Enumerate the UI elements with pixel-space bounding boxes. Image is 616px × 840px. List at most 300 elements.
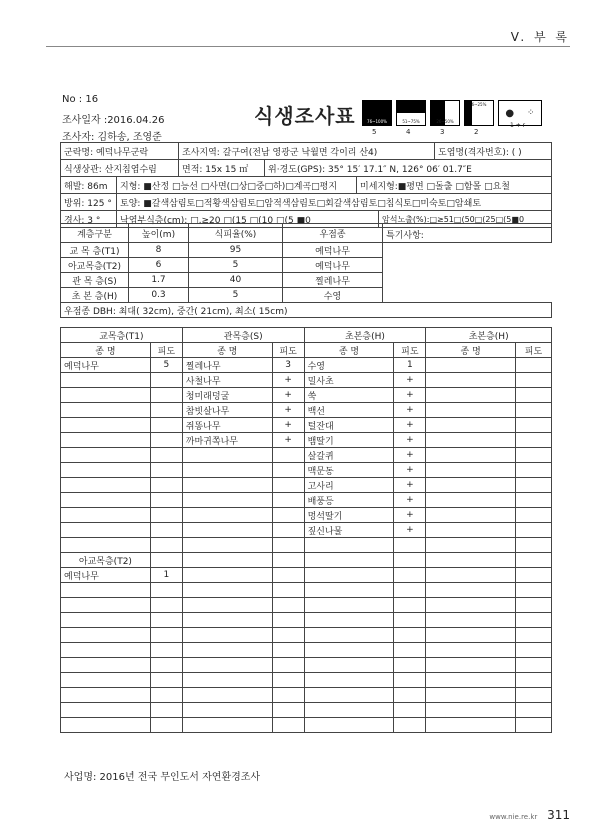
species-name: 찔레나무	[182, 358, 272, 373]
species-cover	[272, 538, 304, 553]
species-group-header: 초본층(H)	[426, 328, 552, 343]
species-name	[182, 688, 272, 703]
species-cover	[516, 388, 552, 403]
species-name	[61, 523, 151, 538]
species-cover	[272, 688, 304, 703]
species-cover	[150, 673, 182, 688]
species-name	[426, 433, 516, 448]
species-cover	[516, 598, 552, 613]
species-name	[182, 523, 272, 538]
species-name	[61, 493, 151, 508]
species-name	[426, 718, 516, 733]
altitude: 해발: 86m	[61, 177, 117, 193]
species-name	[182, 553, 272, 568]
species-name: 아교목층(T2)	[61, 553, 151, 568]
species-name	[182, 673, 272, 688]
species-cover	[516, 448, 552, 463]
layer-cell: 아교목층(T2)	[61, 258, 129, 273]
species-name	[182, 478, 272, 493]
site-url: www.nie.re.kr	[489, 813, 538, 821]
species-name: 멍석딸기	[304, 508, 394, 523]
species-name	[182, 448, 272, 463]
species-name	[61, 598, 151, 613]
section-header: V. 부 록	[510, 30, 570, 44]
species-cover	[150, 373, 182, 388]
species-name	[61, 388, 151, 403]
species-name: 예덕나무	[61, 358, 151, 373]
species-name	[426, 358, 516, 373]
species-col-header: 피도	[272, 343, 304, 358]
species-cover	[516, 418, 552, 433]
species-cover: +	[394, 373, 426, 388]
species-name	[182, 493, 272, 508]
species-cover	[516, 358, 552, 373]
plot-area: 면적: 15x 15 ㎡	[179, 160, 265, 176]
species-cover	[150, 703, 182, 718]
species-col-header: 피도	[516, 343, 552, 358]
layer-cell: 5	[189, 288, 283, 303]
species-name	[61, 478, 151, 493]
species-name	[61, 448, 151, 463]
species-cover	[516, 568, 552, 583]
species-cover	[394, 703, 426, 718]
species-cover: +	[272, 388, 304, 403]
species-cover	[150, 658, 182, 673]
species-cover	[150, 553, 182, 568]
layer-cell: 예덕나무	[283, 258, 383, 273]
species-name	[182, 628, 272, 643]
species-name	[182, 718, 272, 733]
terrain: 지형: ■산정 □능선 □사면(□상□중□하)□계곡□평지	[117, 177, 357, 193]
species-col-header: 종 명	[304, 343, 394, 358]
species-cover	[272, 508, 304, 523]
species-cover	[394, 568, 426, 583]
species-cover	[272, 598, 304, 613]
species-row	[61, 628, 552, 643]
species-row	[61, 418, 552, 433]
species-name	[304, 568, 394, 583]
page-title: 식생조사표	[254, 104, 356, 128]
layer-cell: 관 목 층(S)	[61, 273, 129, 288]
gps: 위·경도(GPS): 35° 15′ 17.1″ N, 126° 06′ 01.7″E	[268, 164, 472, 175]
species-cover	[394, 553, 426, 568]
species-name	[61, 688, 151, 703]
species-name	[61, 703, 151, 718]
species-name	[426, 583, 516, 598]
species-row	[61, 523, 552, 538]
species-cover	[516, 433, 552, 448]
layer-cell: 6	[129, 258, 189, 273]
species-name	[304, 613, 394, 628]
species-name	[61, 628, 151, 643]
remarks: 특기사항:	[383, 224, 552, 243]
species-name	[182, 703, 272, 718]
species-cover	[516, 553, 552, 568]
layer-cell: 40	[189, 273, 283, 288]
species-name	[304, 703, 394, 718]
species-cover	[516, 643, 552, 658]
species-row	[61, 643, 552, 658]
survey-number: No : 16	[62, 94, 99, 105]
species-name	[426, 688, 516, 703]
species-cover	[272, 718, 304, 733]
species-cover	[150, 523, 182, 538]
species-cover	[394, 583, 426, 598]
coverage-box-4: 51~75%	[396, 100, 426, 126]
species-cover: +	[272, 433, 304, 448]
species-name	[182, 463, 272, 478]
species-name	[182, 508, 272, 523]
species-name	[304, 718, 394, 733]
species-name	[426, 553, 516, 568]
map-number: 도엽명(격자번호): ( )	[438, 147, 522, 158]
species-cover: 1	[150, 568, 182, 583]
coverage-num-5: 5	[372, 128, 377, 136]
species-cover	[150, 418, 182, 433]
species-cover	[150, 583, 182, 598]
species-cover	[150, 493, 182, 508]
layer-cell: 0.3	[129, 288, 189, 303]
species-name	[61, 538, 151, 553]
species-row	[61, 493, 552, 508]
species-cover: +	[394, 403, 426, 418]
page-number: 311	[547, 808, 570, 822]
layer-row	[61, 273, 552, 288]
species-name	[182, 598, 272, 613]
species-cover	[272, 463, 304, 478]
species-cover	[272, 493, 304, 508]
species-cover	[272, 643, 304, 658]
species-cover	[150, 628, 182, 643]
layer-row	[61, 258, 552, 273]
species-cover	[150, 643, 182, 658]
species-cover	[394, 628, 426, 643]
species-row	[61, 448, 552, 463]
species-name	[61, 718, 151, 733]
layers-header-cell: 우점종	[283, 224, 383, 243]
species-name	[426, 628, 516, 643]
species-name	[426, 463, 516, 478]
species-name	[182, 538, 272, 553]
species-cover	[150, 598, 182, 613]
layer-cell: 초 본 층(H)	[61, 288, 129, 303]
species-row	[61, 508, 552, 523]
species-cover	[516, 718, 552, 733]
species-name	[426, 703, 516, 718]
species-cover	[394, 673, 426, 688]
species-row	[61, 373, 552, 388]
species-name	[426, 643, 516, 658]
species-name	[304, 658, 394, 673]
species-cover	[516, 673, 552, 688]
litter-layer: 낙엽부식층(cm): □,≥20 □(15 □(10 □(5 ■0	[117, 211, 379, 227]
species-cover	[150, 463, 182, 478]
species-col-header: 피도	[150, 343, 182, 358]
species-cover	[150, 508, 182, 523]
species-name	[426, 568, 516, 583]
dbh: 우점종 DBH: 최대( 32cm), 중간( 21cm), 최소( 15cm)	[61, 303, 552, 318]
species-cover	[516, 478, 552, 493]
species-name	[182, 568, 272, 583]
species-name: 예덕나무	[61, 568, 151, 583]
species-name	[426, 388, 516, 403]
species-cover	[272, 703, 304, 718]
species-cover	[394, 658, 426, 673]
species-cover	[272, 568, 304, 583]
species-cover: 3	[272, 358, 304, 373]
species-name	[426, 613, 516, 628]
species-cover: +	[394, 418, 426, 433]
species-name	[61, 373, 151, 388]
species-group-header: 교목층(T1)	[61, 328, 183, 343]
layers-header-cell: 높이(m)	[129, 224, 189, 243]
surveyors: 조사자: 김하송, 조영준	[62, 132, 162, 143]
species-name	[426, 508, 516, 523]
species-name	[304, 673, 394, 688]
layer-row	[61, 243, 552, 258]
species-row	[61, 538, 552, 553]
species-cover	[516, 508, 552, 523]
dots-icon: ⁘	[527, 108, 535, 118]
species-name: 배풍등	[304, 493, 394, 508]
coverage-num-4: 4	[406, 128, 411, 136]
species-name	[304, 598, 394, 613]
species-cover	[150, 403, 182, 418]
species-group-header: 관목층(S)	[182, 328, 304, 343]
species-row	[61, 463, 552, 478]
species-cover: 5	[150, 358, 182, 373]
soil: 토양: ■갈색삼림토□적황색삼림토□암적색삼림토□회갈색삼림토□침식토□미숙토□암쇄토	[120, 198, 482, 209]
dot-icon: ●	[505, 107, 515, 119]
species-cover	[150, 688, 182, 703]
species-cover	[516, 373, 552, 388]
region: 조사지역: 갈구여(전남 영광군 낙월면 각이리 산4)	[179, 143, 435, 159]
species-cover	[150, 448, 182, 463]
species-cover	[272, 658, 304, 673]
species-cover	[394, 643, 426, 658]
species-name	[304, 643, 394, 658]
species-cover	[150, 433, 182, 448]
header-rule	[46, 46, 570, 47]
species-name	[182, 613, 272, 628]
species-name	[304, 583, 394, 598]
species-cover	[516, 538, 552, 553]
layers-table	[60, 223, 552, 318]
species-cover	[516, 703, 552, 718]
species-name	[61, 613, 151, 628]
species-name: 뱀딸기	[304, 433, 394, 448]
species-row	[61, 703, 552, 718]
species-name: 털잔대	[304, 418, 394, 433]
species-cover	[394, 718, 426, 733]
species-cover	[394, 613, 426, 628]
species-name: 백선	[304, 403, 394, 418]
coverage-box-2: 6~25%	[464, 100, 494, 126]
species-name: 청미래덩굴	[182, 388, 272, 403]
species-cover	[272, 673, 304, 688]
community: 군락명: 예덕나무군락	[61, 143, 179, 159]
species-cover	[150, 538, 182, 553]
species-name	[426, 493, 516, 508]
species-row	[61, 673, 552, 688]
species-cover	[150, 718, 182, 733]
species-cover	[516, 523, 552, 538]
survey-date: 조사일자 :2016.04.26	[62, 115, 165, 126]
vegetation-type: 식생상관: 산지침엽수림	[61, 160, 179, 176]
layer-cell: 예덕나무	[283, 243, 383, 258]
species-name	[426, 673, 516, 688]
species-cover	[516, 658, 552, 673]
species-cover: +	[394, 463, 426, 478]
species-row	[61, 583, 552, 598]
species-name: 쑥	[304, 388, 394, 403]
species-name	[61, 658, 151, 673]
species-row	[61, 718, 552, 733]
species-name	[426, 598, 516, 613]
species-cover	[394, 688, 426, 703]
species-cover	[272, 478, 304, 493]
species-cover: +	[394, 523, 426, 538]
species-row	[61, 598, 552, 613]
species-name	[304, 538, 394, 553]
species-name	[304, 688, 394, 703]
species-cover: 1	[394, 358, 426, 373]
species-row	[61, 553, 552, 568]
species-col-header: 종 명	[426, 343, 516, 358]
species-name	[304, 628, 394, 643]
species-name	[61, 508, 151, 523]
species-cover: +	[272, 418, 304, 433]
species-row	[61, 613, 552, 628]
species-cover	[516, 628, 552, 643]
layers-header-cell: 계층구분	[61, 224, 129, 243]
species-cover	[272, 628, 304, 643]
species-name: 쥐똥나무	[182, 418, 272, 433]
species-col-header: 종 명	[182, 343, 272, 358]
species-row	[61, 568, 552, 583]
rock-exposure: 암석노출(%):□≥51□(50□(25□(5■0	[382, 214, 525, 224]
species-cover	[516, 583, 552, 598]
species-row	[61, 358, 552, 373]
species-cover	[516, 493, 552, 508]
species-col-header: 종 명	[61, 343, 151, 358]
species-cover	[272, 583, 304, 598]
species-name	[61, 403, 151, 418]
species-name: 까마귀쪽나무	[182, 433, 272, 448]
species-row	[61, 433, 552, 448]
info-sheet	[60, 142, 552, 228]
species-name	[61, 418, 151, 433]
species-cover: +	[394, 493, 426, 508]
species-cover: +	[394, 433, 426, 448]
species-cover: +	[394, 478, 426, 493]
species-row	[61, 403, 552, 418]
species-name	[61, 463, 151, 478]
species-row	[61, 688, 552, 703]
species-name: 밀사초	[304, 373, 394, 388]
species-name	[182, 643, 272, 658]
species-cover	[150, 478, 182, 493]
species-name: 살갈퀴	[304, 448, 394, 463]
species-cover	[516, 403, 552, 418]
coverage-box-3: 26~50%	[430, 100, 460, 126]
species-name	[182, 583, 272, 598]
layer-row	[61, 288, 552, 303]
coverage-num-2: 2	[474, 128, 479, 136]
species-name	[426, 418, 516, 433]
species-table	[60, 327, 552, 733]
aspect: 방위: 125 °	[61, 194, 117, 210]
micro-terrain: 미세지형:■평면 □돌출 □함몰 □요철	[360, 181, 510, 192]
species-name: 사철나무	[182, 373, 272, 388]
project-name: 사업명: 2016년 전국 무인도서 자연환경조사	[64, 772, 261, 783]
species-cover	[516, 688, 552, 703]
species-name	[61, 673, 151, 688]
layer-cell: 5	[189, 258, 283, 273]
species-cover	[516, 613, 552, 628]
species-cover: +	[394, 388, 426, 403]
layer-cell: 수영	[283, 288, 383, 303]
species-name	[426, 658, 516, 673]
species-name	[426, 478, 516, 493]
species-name	[426, 403, 516, 418]
species-row	[61, 658, 552, 673]
species-cover: +	[272, 373, 304, 388]
species-cover	[150, 613, 182, 628]
species-name: 맥문동	[304, 463, 394, 478]
species-row	[61, 388, 552, 403]
layer-cell: 찔레나무	[283, 273, 383, 288]
layer-cell: 8	[129, 243, 189, 258]
coverage-box-5: 76~100%	[362, 100, 392, 126]
species-name	[61, 583, 151, 598]
species-cover	[516, 463, 552, 478]
species-row	[61, 478, 552, 493]
species-name	[426, 523, 516, 538]
species-col-header: 피도	[394, 343, 426, 358]
species-cover	[272, 613, 304, 628]
species-name: 수영	[304, 358, 394, 373]
slope: 경사: 3 °	[61, 211, 117, 227]
species-name: 고사리	[304, 478, 394, 493]
species-name	[426, 373, 516, 388]
species-cover	[150, 388, 182, 403]
species-cover	[272, 523, 304, 538]
species-name	[61, 433, 151, 448]
species-name	[426, 538, 516, 553]
layer-cell: 95	[189, 243, 283, 258]
coverage-num-3: 3	[440, 128, 445, 136]
species-cover	[394, 598, 426, 613]
layer-cell: 교 목 층(T1)	[61, 243, 129, 258]
species-cover	[272, 448, 304, 463]
species-cover	[272, 553, 304, 568]
layer-cell: 1.7	[129, 273, 189, 288]
species-name	[304, 553, 394, 568]
species-cover: +	[272, 403, 304, 418]
species-name	[182, 658, 272, 673]
species-name: 참빗살나무	[182, 403, 272, 418]
species-group-header: 초본층(H)	[304, 328, 426, 343]
coverage-small-labels: 1 + r	[510, 122, 526, 129]
species-name	[426, 448, 516, 463]
layers-header-cell: 식피율(%)	[189, 224, 283, 243]
species-cover: +	[394, 508, 426, 523]
species-name: 짚신나물	[304, 523, 394, 538]
species-name	[61, 643, 151, 658]
page-footer	[489, 808, 570, 822]
species-cover	[394, 538, 426, 553]
